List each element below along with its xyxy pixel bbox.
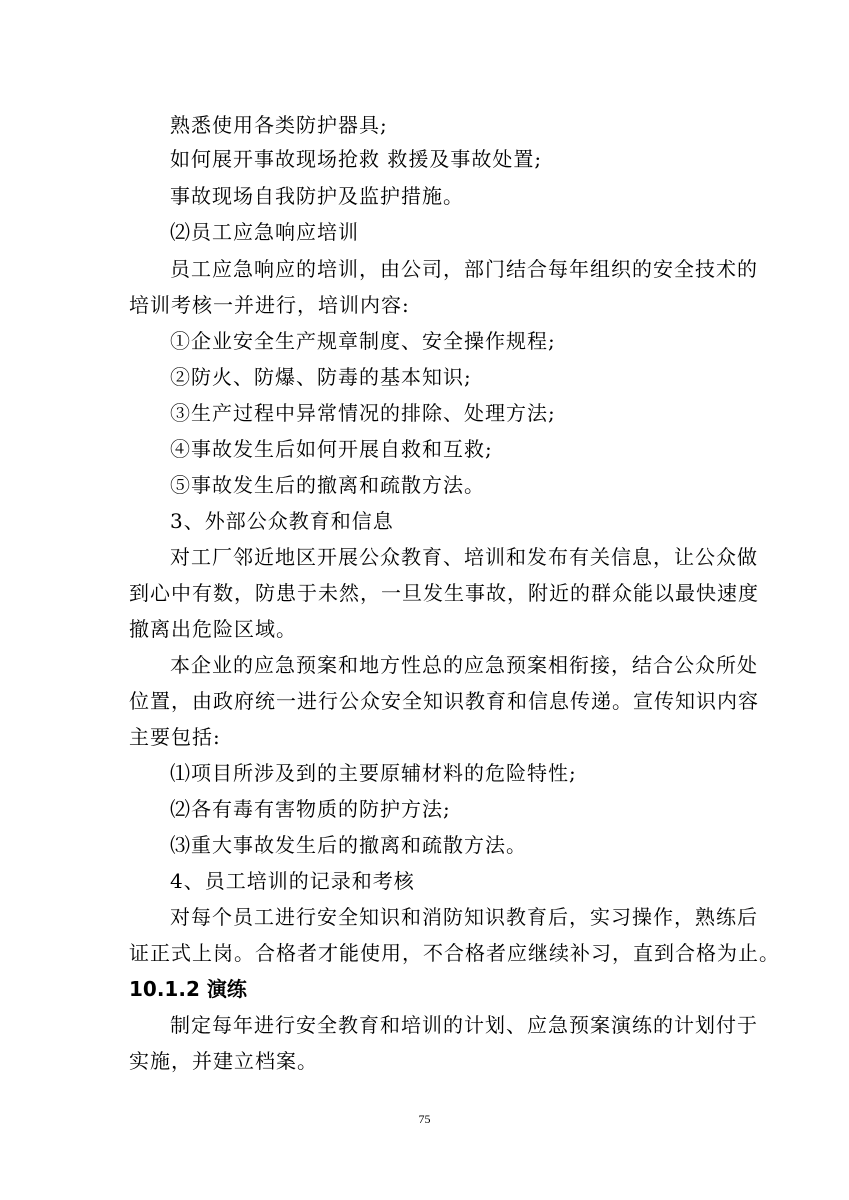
text-line: 熟悉使用各类防护器具; (170, 113, 388, 137)
list-item: ⑶重大事故发生后的撤离和疏散方法。 (170, 833, 527, 857)
section-subheading: ⑵员工应急响应培训 (170, 220, 359, 244)
section-heading: 10.1.2 演练 (129, 977, 247, 1001)
text-line: 制定每年进行安全教育和培训的计划、应急预案演练的计划付于 (170, 1013, 758, 1037)
text-line: 到心中有数，防患于未然，一旦发生事故，附近的群众能以最快速度 (129, 581, 759, 605)
text-line: 实施，并建立档案。 (129, 1049, 318, 1073)
text-line: 主要包括: (129, 725, 221, 749)
list-item: ①企业安全生产规章制度、安全操作规程; (170, 329, 556, 353)
text-line: 培训考核一并进行，培训内容: (129, 293, 410, 317)
section-subheading: 4、员工培训的记录和考核 (170, 869, 415, 893)
text-line: 撤离出危险区域。 (129, 617, 297, 641)
text-line: 对每个员工进行安全知识和消防知识教育后，实习操作，熟练后 (170, 905, 758, 929)
text-line: 事故现场自我防护及监护措施。 (170, 184, 464, 208)
text-line: 证正式上岗。合格者才能使用，不合格者应继续补习，直到合格为止。 (129, 941, 780, 965)
section-subheading: 3、外部公众教育和信息 (170, 509, 394, 533)
text-line: 对工厂邻近地区开展公众教育、培训和发布有关信息，让公众做 (170, 545, 758, 569)
list-item: ⑵各有毒有害物质的防护方法; (170, 797, 451, 821)
list-item: ⑴项目所涉及到的主要原辅材料的危险特性; (170, 761, 577, 785)
text-line: 如何展开事故现场抢救 救援及事故处置; (170, 147, 543, 171)
text-line: 员工应急响应的培训，由公司，部门结合每年组织的安全技术的 (170, 257, 758, 281)
list-item: ④事故发生后如何开展自救和互救; (170, 437, 493, 461)
text-line: 位置，由政府统一进行公众安全知识教育和信息传递。宣传知识内容 (129, 689, 759, 713)
list-item: ②防火、防爆、防毒的基本知识; (170, 365, 472, 389)
page-number: 75 (418, 1112, 431, 1126)
list-item: ③生产过程中异常情况的排除、处理方法; (170, 401, 556, 425)
list-item: ⑤事故发生后的撤离和疏散方法。 (170, 473, 485, 497)
text-line: 本企业的应急预案和地方性总的应急预案相衔接，结合公众所处 (170, 653, 758, 677)
